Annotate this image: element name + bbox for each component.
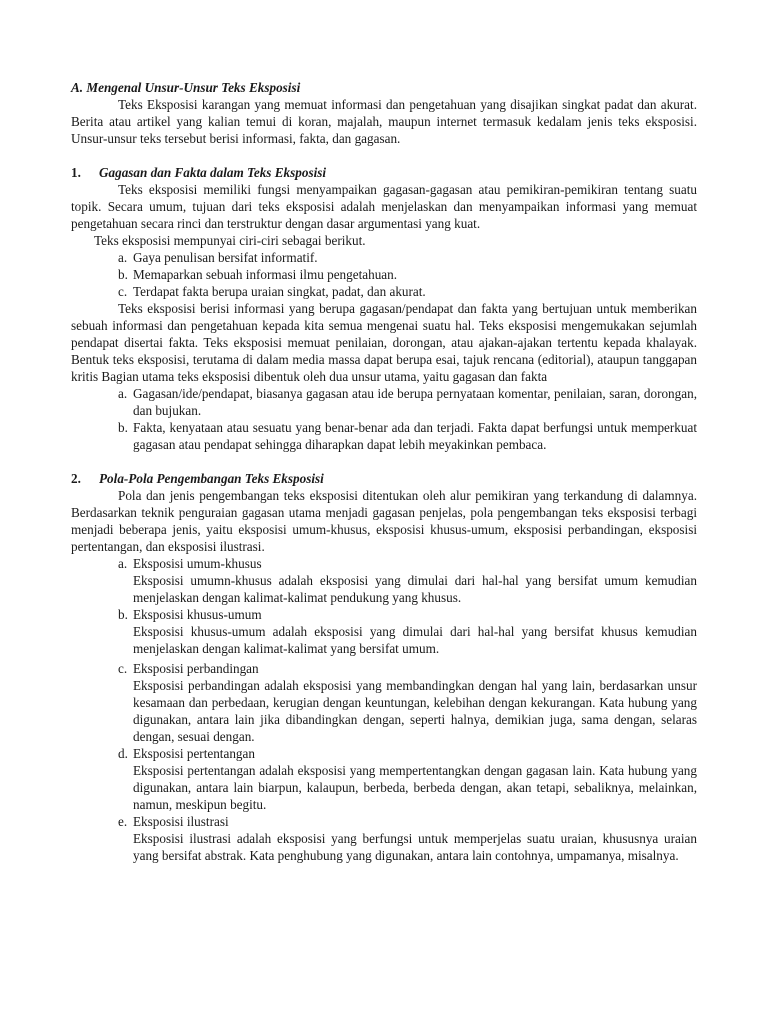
section-2-heading	[71, 470, 697, 487]
list-item	[118, 606, 697, 657]
list-item	[118, 249, 697, 266]
list-marker: a.	[118, 250, 128, 265]
list-title: Eksposisi perbandingan	[133, 661, 259, 676]
section-2-paragraph: Pola dan jenis pengembangan teks eksposisi ditentukan oleh alur pemikiran yang terkandung di dalamnya. Berdasarkan teknik penguraian gagasan utama menjadi gagasan penjelas, pola pengembangan teks eksposisi terbagi menjadi beberapa jenis, yaitu eksposisi umum-khusus, eksposisi khusus-umum, eksposisi perbandingan, eksposisi pertentangan, dan eksposisi ilustrasi.	[71, 488, 697, 554]
list-marker: b.	[118, 420, 128, 435]
list-text: Fakta, kenyataan atau sesuatu yang benar-benar ada dan terjadi. Fakta dapat berfungsi untuk memperkuat gagasan atau pendapat sehingga diharapkan dapat lebih meyakinkan pembaca.	[133, 420, 697, 452]
section-1-paragraph-1: Teks eksposisi memiliki fungsi menyampaikan gagasan-gagasan atau pemikiran-pemikiran tentang suatu topik. Secara umum, tujuan dari teks eksposisi adalah menjelaskan dan menyampaikan informasi yang memuat pengetahuan secara rinci dan terstruktur dengan dasar argumentasi yang kuat.	[71, 182, 697, 231]
unsur-list	[71, 385, 697, 453]
section-1-title: Gagasan dan Fakta dalam Teks Eksposisi	[99, 165, 327, 180]
list-title: Eksposisi pertentangan	[133, 746, 255, 761]
list-item	[118, 745, 697, 813]
list-description: Eksposisi khusus-umum adalah eksposisi yang dimulai dari hal-hal yang bersifat khusus kemudian menjelaskan dengan kalimat-kalimat yang bersifat umum.	[133, 624, 697, 656]
list-marker: e.	[118, 814, 128, 829]
list-item	[118, 283, 697, 300]
list-marker: a.	[118, 386, 128, 401]
list-item	[118, 660, 697, 745]
list-marker: c.	[118, 661, 128, 676]
list-title: Eksposisi khusus-umum	[133, 607, 262, 622]
section-2-title: Pola-Pola Pengembangan Teks Eksposisi	[99, 471, 324, 486]
list-text: Gagasan/ide/pendapat, biasanya gagasan atau ide berupa pernyataan komentar, penilaian, saran, dorongan, dan bujukan.	[133, 386, 697, 418]
list-marker: a.	[118, 556, 128, 571]
list-description: Eksposisi perbandingan adalah eksposisi yang membandingkan dengan hal yang lain, berdasarkan unsur kesamaan dan perbedaan, kerugian dengan keuntungan, kelebihan dengan kekurangan. Kata hubung yang digunakan, antara lain jika dibandingkan dengan, seperti halnya, demikian juga, sama dengan, selaras dengan, sesuai dengan.	[133, 678, 697, 744]
ciri-list	[71, 249, 697, 300]
list-marker: c.	[118, 284, 128, 299]
section-1-paragraph-2: Teks eksposisi mempunyai ciri-ciri sebagai berikut.	[94, 233, 366, 248]
section-a-paragraph: Teks Eksposisi karangan yang memuat informasi dan pengetahuan yang disajikan singkat padat dan akurat. Berita atau artikel yang kalian temui di koran, majalah, maupun internet termasuk kedalam jenis teks eksposisi. Unsur-unsur teks tersebut berisi informasi, fakta, dan gagasan.	[71, 97, 697, 146]
list-text: Terdapat fakta berupa uraian singkat, padat, dan akurat.	[133, 284, 426, 299]
section-2-number: 2.	[71, 471, 81, 486]
list-text: Gaya penulisan bersifat informatif.	[133, 250, 318, 265]
list-item	[118, 419, 697, 453]
list-title: Eksposisi ilustrasi	[133, 814, 229, 829]
list-title: Eksposisi umum-khusus	[133, 556, 262, 571]
jenis-list	[71, 555, 697, 864]
section-a-heading: A. Mengenal Unsur-Unsur Teks Eksposisi	[71, 80, 301, 95]
document-page	[71, 79, 697, 864]
list-item	[118, 266, 697, 283]
list-description: Eksposisi umumn-khusus adalah eksposisi yang dimulai dari hal-hal yang bersifat umum kemudian menjelaskan dengan kalimat-kalimat pendukung yang khusus.	[133, 573, 697, 605]
section-1-paragraph-3: Teks eksposisi berisi informasi yang berupa gagasan/pendapat dan fakta yang bertujuan untuk memberikan sebuah informasi dan pengetahuan kepada kita semua mengenai suatu hal. Teks eksposisi mengemukakan sejumlah pendapat disertai fakta. Teks eksposisi memuat penilaian, dorongan, atau ajakan-ajakan tertentu kepada khalayak. Bentuk teks eksposisi, terutama di dalam media massa dapat berupa esai, tajuk rencana (editorial), ataupun tanggapan kritis Bagian utama teks eksposisi dibentuk oleh dua unsur utama, yaitu gagasan dan fakta	[71, 301, 697, 384]
section-1-heading	[71, 164, 697, 181]
list-marker: d.	[118, 746, 128, 761]
section-1-number: 1.	[71, 165, 81, 180]
list-item	[118, 555, 697, 606]
list-description: Eksposisi pertentangan adalah eksposisi yang mempertentangkan dengan gagasan lain. Kata hubung yang digunakan, antara lain biarpun, kalaupun, berbeda, berbeda dengan, akan tetapi, sebaliknya, melainkan, namun, meskipun begitu.	[133, 763, 697, 812]
list-item	[118, 385, 697, 419]
list-marker: b.	[118, 607, 128, 622]
list-marker: b.	[118, 267, 128, 282]
list-text: Memaparkan sebuah informasi ilmu pengetahuan.	[133, 267, 398, 282]
list-item	[118, 813, 697, 864]
list-description: Eksposisi ilustrasi adalah eksposisi yang berfungsi untuk memperjelas suatu uraian, khususnya uraian yang bersifat abstrak. Kata penghubung yang digunakan, antara lain contohnya, umpamanya, misalnya.	[133, 831, 697, 863]
